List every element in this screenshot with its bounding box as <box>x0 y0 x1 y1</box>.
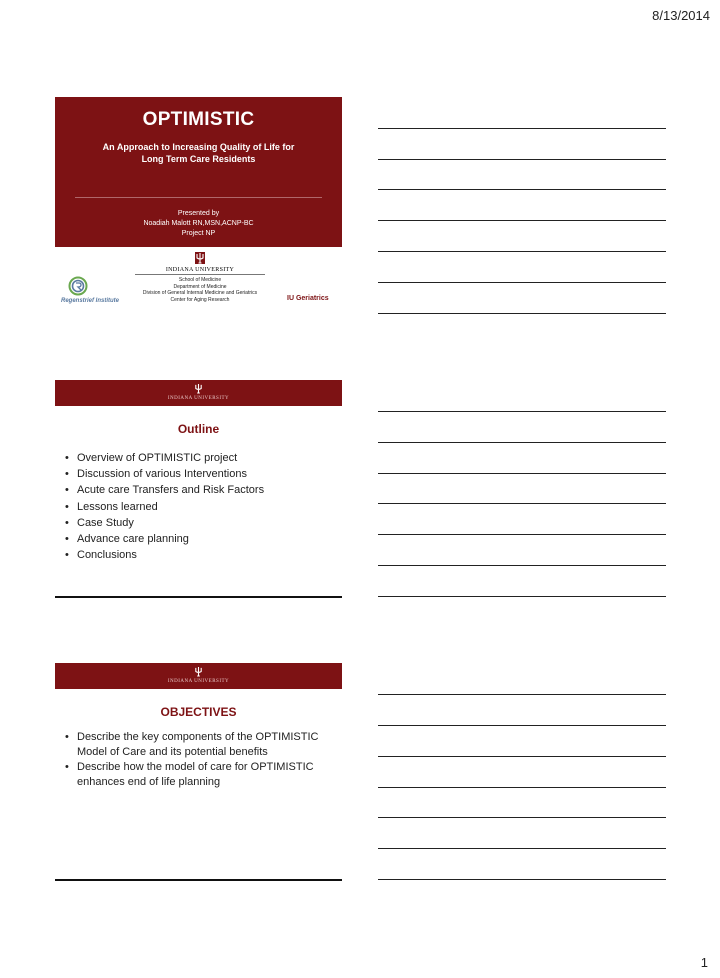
slide-title <box>55 97 342 315</box>
list-item: • Overview of OPTIMISTIC project <box>63 450 333 466</box>
iu-geriatrics-name: IU Geriatrics <box>287 295 329 302</box>
slide-objectives <box>55 663 342 881</box>
university-name: INDIANA UNIVERSITY <box>135 267 265 275</box>
note-line <box>378 189 666 190</box>
presenter-name: Noadiah Malott RN,MSN,ACNP-BC <box>143 220 254 227</box>
note-line <box>378 848 666 849</box>
list-item: • Describe how the model of care for OPTIMISTIC enhances end of life planning <box>63 760 333 789</box>
dept-line: School of Medicine <box>178 277 222 283</box>
slide-heading: OBJECTIVES <box>160 705 237 719</box>
presenter-block <box>55 209 342 239</box>
iu-trident-icon <box>194 383 203 394</box>
iu-trident-icon <box>194 666 203 677</box>
slide-footer-rule <box>55 596 342 598</box>
note-line <box>378 787 666 788</box>
note-line <box>378 159 666 160</box>
presented-by-label: Presented by <box>177 210 220 217</box>
objectives-list <box>63 730 333 790</box>
list-item: • Lessons learned <box>63 499 333 515</box>
dept-line: Division of General Internal Medicine and Geriatrics <box>142 290 258 297</box>
iu-trident-icon <box>195 252 205 264</box>
note-line <box>378 756 666 757</box>
page-number: 1 <box>700 955 708 970</box>
subtitle-line-2: Long Term Care Residents <box>141 154 256 164</box>
subtitle-line-1: An Approach to Increasing Quality of Life for <box>102 142 295 152</box>
list-item: • Case Study <box>63 515 333 531</box>
university-name: INDIANA UNIVERSITY <box>167 679 230 684</box>
title-banner <box>55 97 342 247</box>
slide-heading: Outline <box>177 422 220 436</box>
banner-divider <box>75 197 322 198</box>
note-line <box>378 442 666 443</box>
slide-footer-rule <box>55 879 342 881</box>
list-item: • Advance care planning <box>63 531 333 547</box>
note-line <box>378 694 666 695</box>
note-line <box>378 282 666 283</box>
outline-list <box>63 450 333 563</box>
note-line <box>378 411 666 412</box>
regenstrief-name: Regenstrief Institute <box>61 298 120 304</box>
list-item: • Discussion of various Interventions <box>63 466 333 482</box>
slide-outline <box>55 380 342 598</box>
note-line <box>378 565 666 566</box>
note-line <box>378 220 666 221</box>
slide-header <box>55 663 342 689</box>
slide-header <box>55 380 342 406</box>
dept-line: Department of Medicine <box>173 283 227 290</box>
note-line <box>378 313 666 314</box>
note-line <box>378 817 666 818</box>
note-line <box>378 879 666 880</box>
slide-title-text: OPTIMISTIC <box>142 109 255 130</box>
presenter-role: Project NP <box>181 230 216 237</box>
note-line <box>378 251 666 252</box>
slide-subtitle <box>55 141 342 165</box>
note-line <box>378 473 666 474</box>
dept-line: Center for Aging Research <box>170 296 230 303</box>
note-line <box>378 725 666 726</box>
list-item: • Acute care Transfers and Risk Factors <box>63 482 333 498</box>
note-line <box>378 503 666 504</box>
note-line <box>378 596 666 597</box>
print-date: 8/13/2014 <box>652 8 710 23</box>
department-lines <box>110 277 290 303</box>
list-item: • Conclusions <box>63 547 333 563</box>
list-item: • Describe the key components of the OPTIMISTIC Model of Care and its potential benefits <box>63 730 333 759</box>
note-line <box>378 534 666 535</box>
university-name: INDIANA UNIVERSITY <box>167 396 230 401</box>
regenstrief-logo-icon <box>65 276 91 296</box>
note-line <box>378 128 666 129</box>
